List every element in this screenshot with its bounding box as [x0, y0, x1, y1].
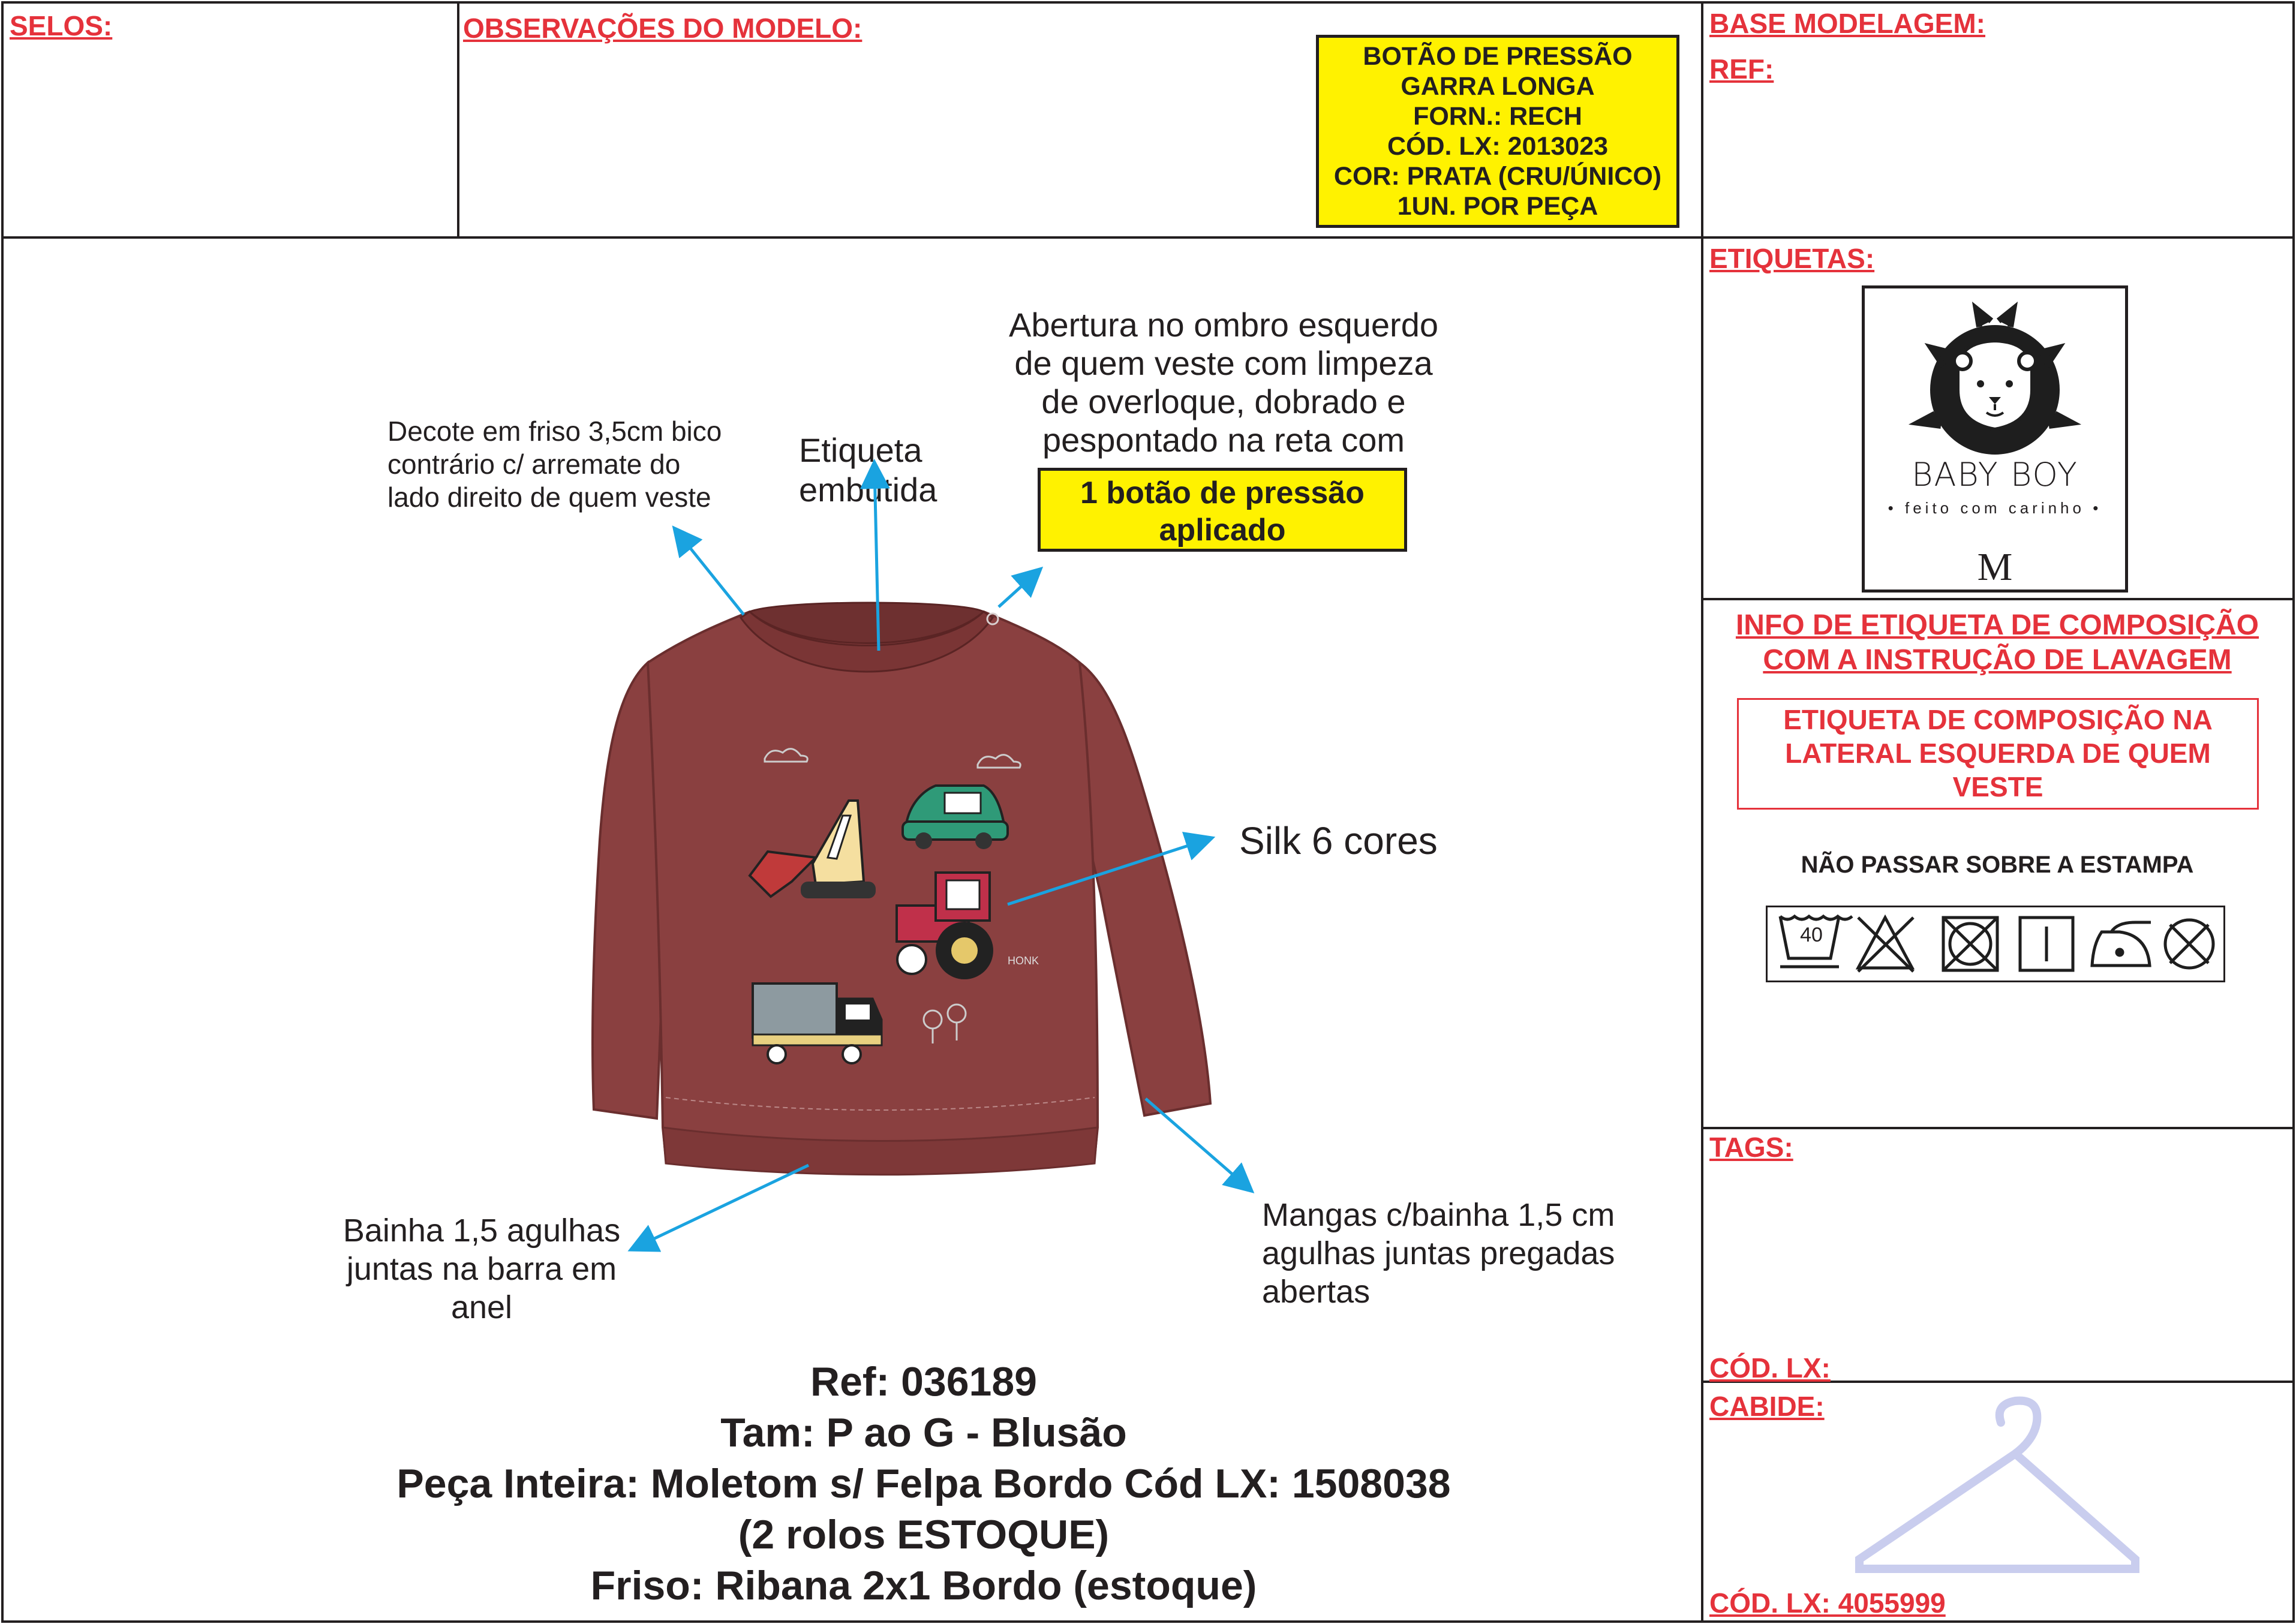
- decote-note: Decote em friso 3,5cm bico contrário c/ arremate do lado direito de quem veste: [387, 416, 722, 513]
- etiqueta-note: Etiqueta embutida: [799, 431, 937, 509]
- car-window: [945, 793, 981, 813]
- abertura-highlight-text: 1 botão de pressão aplicado: [1080, 476, 1365, 548]
- care-symbols: [1780, 916, 2213, 972]
- truck-cargo: [753, 984, 837, 1037]
- no-bleach-icon: [1858, 918, 1913, 972]
- button-spec-line: 1UN. POR PEÇA: [1397, 192, 1598, 221]
- truck-wheel: [843, 1045, 861, 1063]
- button-spec-line: GARRA LONGA: [1401, 72, 1595, 101]
- tags-header: TAGS:: [1709, 1132, 1793, 1163]
- no-iron-warning: NÃO PASSAR SOBRE A ESTAMPA: [1801, 852, 2194, 878]
- ref-header: REF:: [1709, 53, 1774, 85]
- cod-lx-cabide-header: CÓD. LX: 4055999: [1709, 1587, 1946, 1619]
- etiquetas-header: ETIQUETAS:: [1709, 243, 1875, 274]
- tractor-front-wheel: [897, 945, 926, 974]
- label-size: M: [1977, 545, 2013, 589]
- tractor-hub: [951, 937, 978, 964]
- no-tumble-dry-icon: [1943, 918, 1997, 970]
- arrow-abertura: [999, 573, 1036, 607]
- observacoes-header: OBSERVAÇÕES DO MODELO:: [463, 13, 862, 44]
- brand-name: BABY BOY: [1912, 456, 2078, 494]
- arrow-bainha: [636, 1165, 809, 1247]
- garment-sweatshirt: [593, 603, 1210, 1175]
- abertura-note: Abertura no ombro esquerdo de quem veste com limpeza de overloque, dobrado e pespontado na reta com: [1009, 306, 1438, 459]
- tractor-window: [946, 880, 979, 909]
- button-spec-line: FORN.: RECH: [1413, 102, 1582, 131]
- selos-header: SELOS:: [10, 10, 113, 41]
- truck-window: [846, 1005, 870, 1019]
- arrow-decote: [678, 533, 744, 615]
- product-rolos: (2 rolos ESTOQUE): [738, 1512, 1110, 1557]
- wash-temp-label: 40: [1800, 924, 1823, 946]
- product-tam: Tam: P ao G - Blusão: [720, 1410, 1127, 1455]
- hanger-icon: [1859, 1401, 2135, 1569]
- base-modelagem-header: BASE MODELAGEM:: [1709, 8, 1985, 39]
- button-spec-line: COR: PRATA (CRU/ÚNICO): [1333, 162, 1662, 191]
- honk-text: HONK: [1008, 955, 1039, 967]
- wash-40-icon: [1780, 916, 1852, 967]
- no-dry-clean-icon: [2165, 920, 2213, 968]
- product-friso: Friso: Ribana 2x1 Bordo (estoque): [590, 1563, 1257, 1608]
- arrow-mangas: [1146, 1099, 1248, 1187]
- car-wheel: [915, 832, 932, 849]
- silk-note: Silk 6 cores: [1239, 819, 1438, 862]
- line-dry-icon: [2020, 918, 2073, 970]
- excavator-track: [801, 882, 876, 898]
- composition-placement: ETIQUETA DE COMPOSIÇÃO NA LATERAL ESQUERDA DE QUEM VESTE: [1783, 704, 2213, 802]
- truck-wheel: [768, 1045, 786, 1063]
- truck-chassis: [753, 1034, 882, 1045]
- brand-slogan: • feito com carinho •: [1888, 499, 2102, 517]
- lion-logo-icon: [1918, 309, 2072, 455]
- button-spec-line: BOTÃO DE PRESSÃO: [1363, 42, 1633, 71]
- cod-lx-tags-header: CÓD. LX:: [1709, 1352, 1831, 1384]
- button-spec-line: CÓD. LX: 2013023: [1387, 132, 1609, 161]
- product-ref: Ref: 036189: [810, 1359, 1038, 1405]
- car-wheel: [975, 832, 992, 849]
- product-peca: Peça Inteira: Moletom s/ Felpa Bordo Cód LX: 1508038: [396, 1461, 1451, 1506]
- bainha-note: Bainha 1,5 agulhas juntas na barra em anel: [342, 1213, 621, 1325]
- composition-title: INFO DE ETIQUETA DE COMPOSIÇÃO COM A INSTRUÇÃO DE LAVAGEM: [1735, 609, 2259, 676]
- cabide-header: CABIDE:: [1709, 1391, 1825, 1422]
- mangas-note: Mangas c/bainha 1,5 cm agulhas juntas pregadas abertas: [1262, 1197, 1615, 1310]
- iron-low-icon: [2092, 922, 2151, 966]
